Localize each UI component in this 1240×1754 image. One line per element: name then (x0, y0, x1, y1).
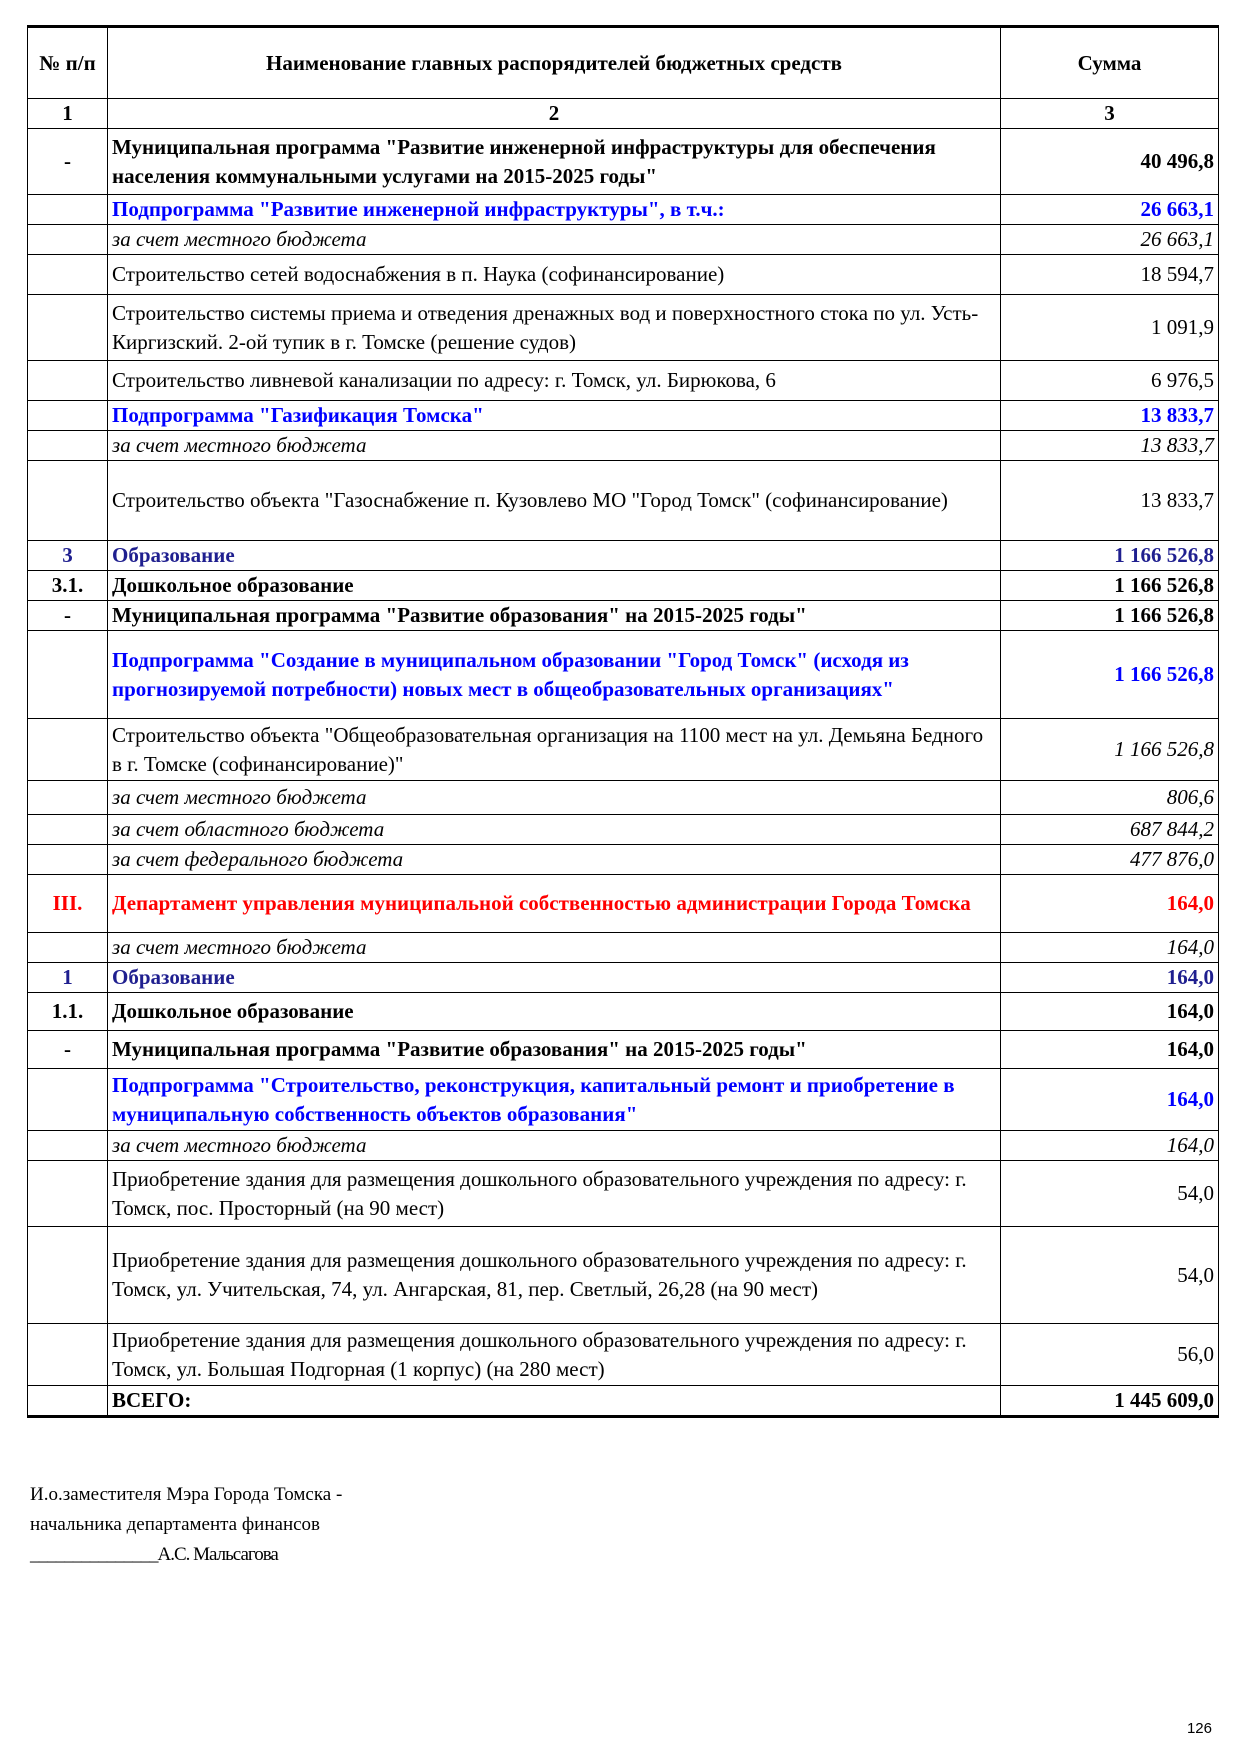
row-name: Образование (108, 541, 1001, 571)
row-number (28, 1324, 108, 1386)
row-number (28, 1161, 108, 1227)
row-number (28, 631, 108, 719)
header-row (28, 27, 1219, 99)
row-name: Строительство ливневой канализации по адресу: г. Томск, ул. Бирюкова, 6 (108, 361, 1001, 401)
row-sum: 806,6 (1001, 781, 1219, 815)
table-row (28, 431, 1219, 461)
row-number (28, 461, 108, 541)
row-number (28, 225, 108, 255)
row-name: Строительство объекта "Общеобразовательная организация на 1100 мест на ул. Демьяна Бедного в г. Томске (софинансирование)" (108, 719, 1001, 781)
table-row (28, 601, 1219, 631)
table-row (28, 1227, 1219, 1324)
column-number: 3 (1001, 99, 1219, 129)
row-number (28, 1227, 108, 1324)
row-sum: 477 876,0 (1001, 845, 1219, 875)
table-row (28, 815, 1219, 845)
row-name: Дошкольное образование (108, 993, 1001, 1031)
table-row (28, 295, 1219, 361)
row-name: за счет местного бюджета (108, 431, 1001, 461)
row-number (28, 815, 108, 845)
row-name: за счет областного бюджета (108, 815, 1001, 845)
row-number (28, 845, 108, 875)
row-name: за счет местного бюджета (108, 1131, 1001, 1161)
signature-department: начальника департамента финансов (30, 1514, 321, 1535)
row-name: Приобретение здания для размещения дошкольного образовательного учреждения по адресу: г. Томск, пос. Просторный (на 90 мест) (108, 1161, 1001, 1227)
row-sum: 164,0 (1001, 963, 1219, 993)
row-sum: 56,0 (1001, 1324, 1219, 1386)
table-row (28, 571, 1219, 601)
row-sum: 54,0 (1001, 1161, 1219, 1227)
table-row (28, 781, 1219, 815)
signature-block (30, 1480, 342, 1570)
row-sum: 13 833,7 (1001, 461, 1219, 541)
row-sum: 54,0 (1001, 1227, 1219, 1324)
column-number: 1 (28, 99, 108, 129)
table-row (28, 255, 1219, 295)
header-sum: Сумма (1001, 27, 1219, 99)
table-row (28, 361, 1219, 401)
row-name: Приобретение здания для размещения дошкольного образовательного учреждения по адресу: г. Томск, ул. Учительская, 74, ул. Ангарская, 81, пер. Светлый, 26,28 (на 90 мест) (108, 1227, 1001, 1324)
row-number (28, 431, 108, 461)
page-number: 126 (1186, 1720, 1212, 1737)
row-number (28, 781, 108, 815)
row-sum: 164,0 (1001, 933, 1219, 963)
table-row (28, 1324, 1219, 1386)
row-sum: 164,0 (1001, 1131, 1219, 1161)
row-name: за счет местного бюджета (108, 781, 1001, 815)
row-number (28, 1131, 108, 1161)
table-row (28, 1031, 1219, 1069)
row-number (28, 719, 108, 781)
row-name: Строительство системы приема и отведения дренажных вод и поверхностного стока по ул. Усть-Киргизский. 2-ой тупик в г. Томске (решение судов) (108, 295, 1001, 361)
row-sum: 1 166 526,8 (1001, 631, 1219, 719)
row-number (28, 401, 108, 431)
row-sum: 40 496,8 (1001, 129, 1219, 195)
row-sum: 6 976,5 (1001, 361, 1219, 401)
row-name: Строительство сетей водоснабжения в п. Наука (софинансирование) (108, 255, 1001, 295)
row-name: Подпрограмма "Строительство, реконструкция, капитальный ремонт и приобретение в муниципальную собственность объектов образования" (108, 1069, 1001, 1131)
row-name: Муниципальная программа "Развитие инженерной инфраструктуры для обеспечения населения коммунальными услугами на 2015-2025 годы" (108, 129, 1001, 195)
row-number: 3.1. (28, 571, 108, 601)
row-sum: 1 166 526,8 (1001, 571, 1219, 601)
table-row (28, 1386, 1219, 1417)
row-number (28, 1069, 108, 1131)
row-number: III. (28, 875, 108, 933)
signature-title: И.о.заместителя Мэра Города Томска - (30, 1484, 343, 1505)
row-name: Дошкольное образование (108, 571, 1001, 601)
table-row (28, 1069, 1219, 1131)
table-row (28, 401, 1219, 431)
table-row (28, 845, 1219, 875)
row-sum: 164,0 (1001, 1069, 1219, 1131)
row-number (28, 255, 108, 295)
table-row (28, 631, 1219, 719)
row-number (28, 195, 108, 225)
row-number (28, 361, 108, 401)
row-number (28, 1386, 108, 1417)
row-number: 1 (28, 963, 108, 993)
table-row (28, 963, 1219, 993)
row-number: 1.1. (28, 993, 108, 1031)
row-sum: 26 663,1 (1001, 195, 1219, 225)
row-name: за счет федерального бюджета (108, 845, 1001, 875)
row-name: Подпрограмма "Газификация Томска" (108, 401, 1001, 431)
row-number: - (28, 1031, 108, 1069)
row-sum: 18 594,7 (1001, 255, 1219, 295)
row-sum: 164,0 (1001, 993, 1219, 1031)
row-name: Строительство объекта "Газоснабжение п. Кузовлево МО "Город Томск" (софинансирование) (108, 461, 1001, 541)
header-name: Наименование главных распорядителей бюджетных средств (108, 27, 1001, 99)
table-row (28, 719, 1219, 781)
row-sum: 26 663,1 (1001, 225, 1219, 255)
row-number: - (28, 601, 108, 631)
row-sum: 1 445 609,0 (1001, 1386, 1219, 1417)
row-sum: 1 166 526,8 (1001, 601, 1219, 631)
row-number: 3 (28, 541, 108, 571)
signature-name: _______________А.С. Мальсагова (30, 1544, 278, 1565)
table-row (28, 1131, 1219, 1161)
row-sum: 13 833,7 (1001, 401, 1219, 431)
table-row (28, 225, 1219, 255)
table-row (28, 461, 1219, 541)
table-row (28, 541, 1219, 571)
row-name: за счет местного бюджета (108, 225, 1001, 255)
row-name: Департамент управления муниципальной собственностью администрации Города Томска (108, 875, 1001, 933)
table-row (28, 933, 1219, 963)
table-row (28, 1161, 1219, 1227)
row-name: Подпрограмма "Развитие инженерной инфраструктуры", в т.ч.: (108, 195, 1001, 225)
row-sum: 164,0 (1001, 1031, 1219, 1069)
row-name: Образование (108, 963, 1001, 993)
row-sum: 1 091,9 (1001, 295, 1219, 361)
budget-table (27, 25, 1219, 1418)
row-sum: 687 844,2 (1001, 815, 1219, 845)
row-number: - (28, 129, 108, 195)
row-name: за счет местного бюджета (108, 933, 1001, 963)
row-number (28, 295, 108, 361)
table-body (28, 27, 1219, 1417)
row-sum: 1 166 526,8 (1001, 541, 1219, 571)
row-sum: 13 833,7 (1001, 431, 1219, 461)
row-name: Приобретение здания для размещения дошкольного образовательного учреждения по адресу: г. Томск, ул. Большая Подгорная (1 корпус) (на 280 мест) (108, 1324, 1001, 1386)
row-name: Подпрограмма "Создание в муниципальном образовании "Город Томск" (исходя из прогнозируемой потребности) новых мест в общеобразовательных организациях" (108, 631, 1001, 719)
column-numbers-row (28, 99, 1219, 129)
table-row (28, 875, 1219, 933)
column-number: 2 (108, 99, 1001, 129)
row-name: Муниципальная программа "Развитие образования" на 2015-2025 годы" (108, 1031, 1001, 1069)
row-sum: 1 166 526,8 (1001, 719, 1219, 781)
row-sum: 164,0 (1001, 875, 1219, 933)
row-name: Муниципальная программа "Развитие образования" на 2015-2025 годы" (108, 601, 1001, 631)
table-row (28, 993, 1219, 1031)
row-name: ВСЕГО: (108, 1386, 1001, 1417)
table-row (28, 195, 1219, 225)
header-num: № п/п (28, 27, 108, 99)
table-row (28, 129, 1219, 195)
row-number (28, 933, 108, 963)
